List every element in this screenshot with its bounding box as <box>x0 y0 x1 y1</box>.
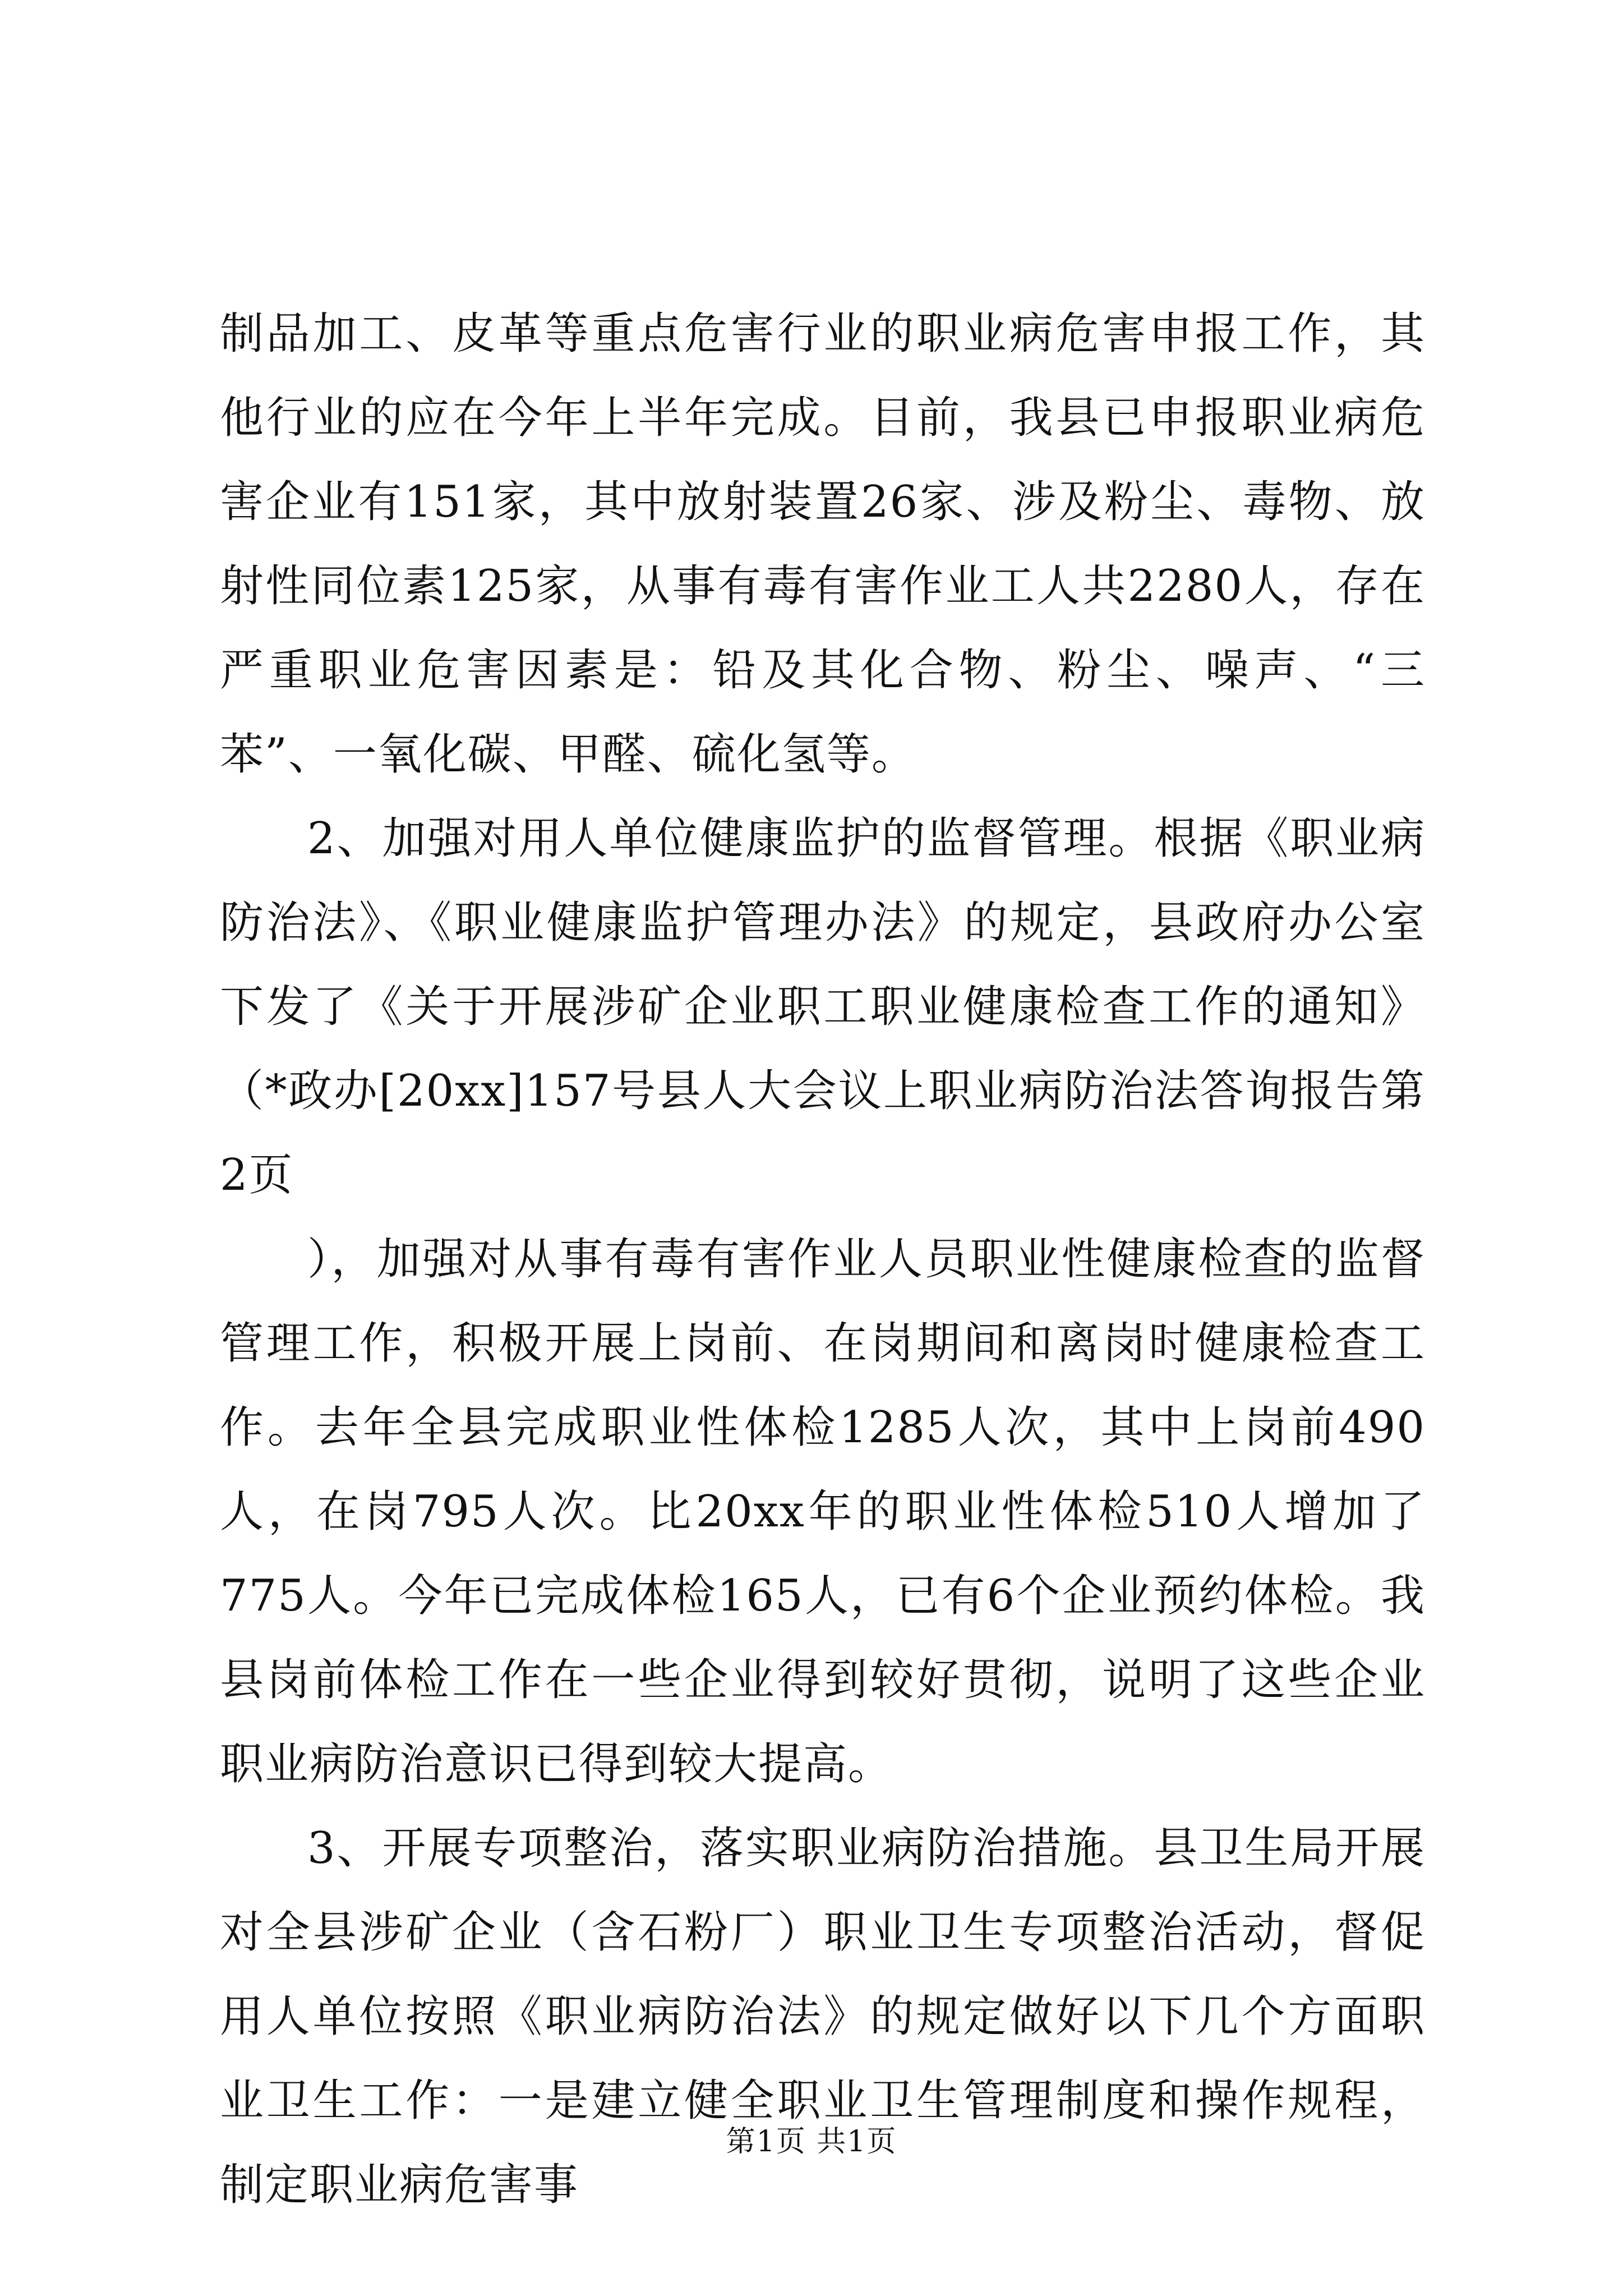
document-body <box>220 292 1426 2227</box>
paragraph-3: ），加强对从事有毒有害作业人员职业性健康检查的监督管理工作，积极开展上岗前、在岗期间和离岗时健康检查工作。去年全县完成职业性体检1285人次，其中上岗前490人，在岗795人次。比20xx年的职业性体检510人增加了775人。今年已完成体检165人，已有6个企业预约体检。我县岗前体检工作在一些企业得到较好贯彻，说明了这些企业职业病防治意识已得到较大提高。 <box>220 1234 1426 1789</box>
paragraph-1: 制品加工、皮革等重点危害行业的职业病危害申报工作，其他行业的应在今年上半年完成。目前，我县已申报职业病危害企业有151家，其中放射装置26家、涉及粉尘、毒物、放射性同位素125家，从事有毒有害作业工人共2280人，存在严重职业危害因素是：铅及其化合物、粉尘、噪声、“三苯”、一氧化碳、甲醛、硫化氢等。 <box>220 309 1426 780</box>
paragraph-2: 2、加强对用人单位健康监护的监督管理。根据《职业病防治法》、《职业健康监护管理办法》的规定，县政府办公室下发了《关于开展涉矿企业职工职业健康检查工作的通知》（*政办[20xx]157号县人大会议上职业病防治法答询报告第2页 <box>220 813 1426 1200</box>
page-footer: 第1页 共1页 <box>726 2125 897 2159</box>
paragraph-4: 3、开展专项整治，落实职业病防治措施。县卫生局开展对全县涉矿企业（含石粉厂）职业卫生专项整治活动，督促用人单位按照《职业病防治法》的规定做好以下几个方面职业卫生工作：一是建立健全职业卫生管理制度和操作规程，制定职业病危害事 <box>220 1823 1426 2210</box>
